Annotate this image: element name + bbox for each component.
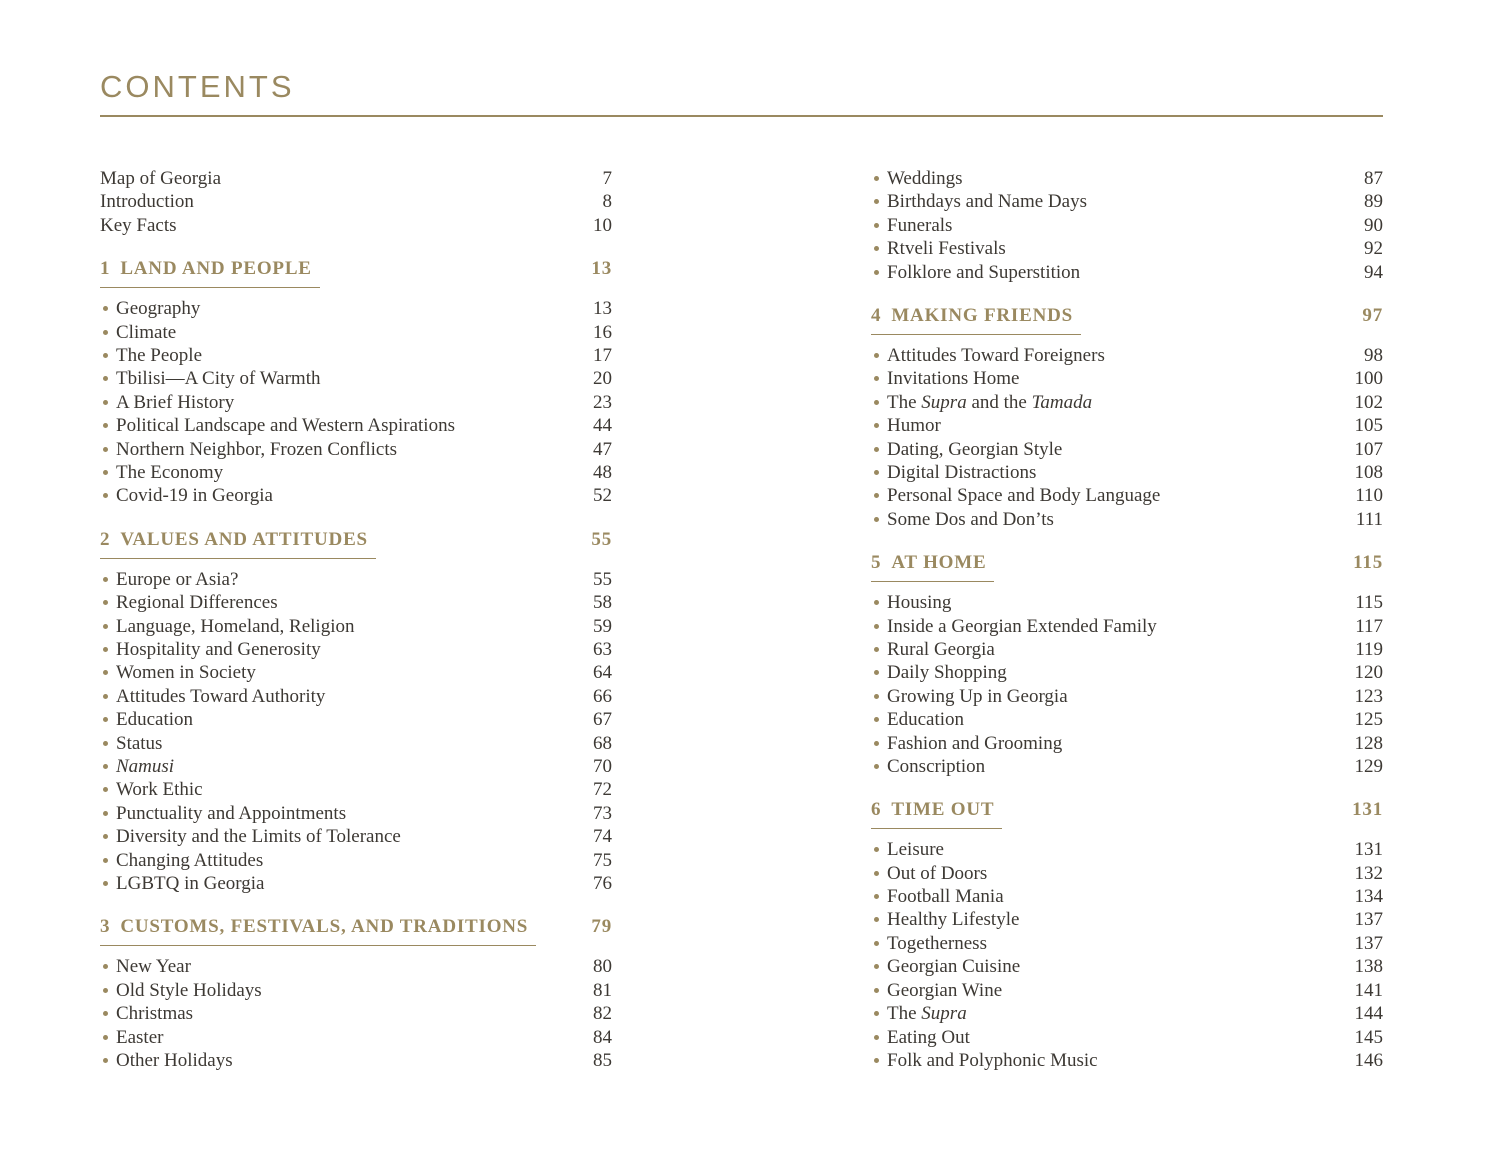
toc-entry-page: 48 <box>593 461 612 483</box>
toc-entry <box>100 849 612 872</box>
toc-column-right <box>871 167 1383 1072</box>
toc-section-heading <box>871 304 1383 335</box>
toc-entry <box>100 638 612 661</box>
toc-section-page: 55 <box>591 528 612 550</box>
toc-section-title <box>100 528 376 559</box>
toc-entry <box>100 955 612 978</box>
toc-entry <box>871 955 1383 978</box>
toc-entry <box>100 484 612 507</box>
toc-section-heading <box>871 798 1383 829</box>
toc-entry-page: 10 <box>593 214 612 236</box>
toc-entry <box>100 685 612 708</box>
toc-section-title <box>871 304 1081 335</box>
toc-entry-label: Covid-19 in Georgia <box>100 484 583 507</box>
toc-entry-label: Personal Space and Body Language <box>871 484 1345 507</box>
toc-entry-label: Leisure <box>871 838 1345 861</box>
toc-entry <box>871 708 1383 731</box>
toc-entry-page: 16 <box>593 321 612 343</box>
toc-section-items <box>100 955 612 1072</box>
toc-entry-page: 13 <box>593 298 612 320</box>
toc-entry-label: Language, Homeland, Religion <box>100 615 583 638</box>
toc-entry-page: 123 <box>1354 685 1383 707</box>
toc-entry <box>871 484 1383 507</box>
toc-entry-label: Christmas <box>100 1002 583 1025</box>
toc-entry-page: 75 <box>593 849 612 871</box>
toc-entry <box>871 838 1383 861</box>
toc-section <box>100 257 612 508</box>
toc-entry-label: Conscription <box>871 755 1345 778</box>
toc-entry <box>871 885 1383 908</box>
toc-entry-page: 58 <box>593 592 612 614</box>
toc-entry-page: 100 <box>1354 368 1383 390</box>
toc-entry <box>100 755 612 778</box>
toc-entry-page: 76 <box>593 872 612 894</box>
toc-entry <box>871 979 1383 1002</box>
toc-entry-page: 84 <box>593 1026 612 1048</box>
toc-section-number: 5 <box>871 552 882 574</box>
toc-entry <box>871 615 1383 638</box>
toc-entry-label: Northern Neighbor, Frozen Conflicts <box>100 438 583 461</box>
toc-entry <box>871 367 1383 390</box>
toc-entry <box>100 297 612 320</box>
toc-section-number: 2 <box>100 528 111 550</box>
toc-entry-page: 134 <box>1354 886 1383 908</box>
toc-entry-page: 67 <box>593 709 612 731</box>
toc-column-left <box>100 167 612 1072</box>
toc-entry-label: Tbilisi—A City of Warmth <box>100 367 583 390</box>
toc-entry-page: 82 <box>593 1003 612 1025</box>
toc-section-page: 115 <box>1353 552 1383 574</box>
toc-entry-label: Rtveli Festivals <box>871 237 1354 260</box>
toc-section-number: 4 <box>871 305 882 327</box>
toc-entry-label: Women in Society <box>100 661 583 684</box>
toc-section-number: 6 <box>871 799 882 821</box>
toc-section <box>871 551 1383 778</box>
toc-entry-page: 111 <box>1355 508 1383 530</box>
toc-entry-page: 137 <box>1354 909 1383 931</box>
toc-section-page: 79 <box>591 916 612 938</box>
toc-section-title-text: TIME OUT <box>891 799 995 821</box>
toc-entry <box>100 214 612 237</box>
toc-entry-label: Fashion and Grooming <box>871 732 1345 755</box>
toc-section-heading <box>871 551 1383 582</box>
toc-entry-label: Easter <box>100 1026 583 1049</box>
toc-entry-page: 64 <box>593 662 612 684</box>
toc-entry <box>100 778 612 801</box>
toc-section <box>871 798 1383 1072</box>
toc-entry-page: 8 <box>602 191 612 213</box>
toc-entry-label: Growing Up in Georgia <box>871 685 1345 708</box>
toc-section-title <box>871 798 1002 829</box>
toc-entry <box>100 979 612 1002</box>
toc-entry-label: Folklore and Superstition <box>871 261 1354 284</box>
toc-entry-label: The Economy <box>100 461 583 484</box>
toc-entry-label: Key Facts <box>100 214 177 236</box>
front-matter-group <box>100 167 612 237</box>
toc-entry-page: 137 <box>1354 932 1383 954</box>
toc-entry-page: 59 <box>593 615 612 637</box>
toc-entry-page: 128 <box>1354 732 1383 754</box>
toc-entry <box>871 1026 1383 1049</box>
toc-entry <box>100 825 612 848</box>
toc-entry-page: 119 <box>1355 638 1383 660</box>
toc-entry-label: Birthdays and Name Days <box>871 190 1354 213</box>
toc-section-items <box>100 568 612 896</box>
toc-entry <box>100 732 612 755</box>
toc-entry-page: 80 <box>593 956 612 978</box>
toc-entry-page: 145 <box>1354 1026 1383 1048</box>
toc-entry-label: Invitations Home <box>871 367 1345 390</box>
toc-entry-label: Political Landscape and Western Aspirations <box>100 414 583 437</box>
toc-section-number: 3 <box>100 916 111 938</box>
toc-columns <box>100 167 1383 1072</box>
toc-entry <box>871 344 1383 367</box>
toc-section-title-text: CUSTOMS, FESTIVALS, AND TRADITIONS <box>120 916 529 938</box>
toc-entry-page: 141 <box>1354 979 1383 1001</box>
toc-entry-label: Dating, Georgian Style <box>871 438 1345 461</box>
toc-entry <box>100 708 612 731</box>
toc-entry-label: Punctuality and Appointments <box>100 802 583 825</box>
toc-entry <box>871 932 1383 955</box>
toc-entry-page: 85 <box>593 1049 612 1071</box>
toc-entry-label: Education <box>871 708 1345 731</box>
toc-entry <box>100 190 612 213</box>
toc-entry <box>100 367 612 390</box>
toc-entry-page: 92 <box>1364 238 1383 260</box>
toc-entry-label: Attitudes Toward Authority <box>100 685 583 708</box>
toc-entry-page: 115 <box>1355 592 1383 614</box>
toc-entry-label: Eating Out <box>871 1026 1345 1049</box>
toc-entry-label: The People <box>100 344 583 367</box>
toc-entry <box>871 1002 1383 1025</box>
toc-entry-page: 55 <box>593 568 612 590</box>
toc-entry-page: 107 <box>1354 438 1383 460</box>
toc-entry-page: 47 <box>593 438 612 460</box>
toc-entry <box>871 732 1383 755</box>
toc-entry-label: Status <box>100 732 583 755</box>
toc-entry <box>100 1026 612 1049</box>
toc-entry-page: 52 <box>593 485 612 507</box>
toc-section-title <box>100 915 536 946</box>
toc-entry-page: 90 <box>1364 214 1383 236</box>
toc-section-items <box>100 297 612 508</box>
carryover-items-group <box>871 167 1383 284</box>
toc-entry-page: 89 <box>1364 191 1383 213</box>
toc-entry-page: 63 <box>593 638 612 660</box>
toc-entry <box>100 414 612 437</box>
toc-section-heading <box>100 257 612 288</box>
toc-entry <box>100 167 612 190</box>
toc-entry-page: 102 <box>1354 391 1383 413</box>
toc-section-title-text: AT HOME <box>891 552 987 574</box>
toc-entry <box>100 344 612 367</box>
toc-section-items <box>871 838 1383 1072</box>
page-title: CONTENTS <box>100 69 295 104</box>
toc-entry-label: Changing Attitudes <box>100 849 583 872</box>
toc-entry-label: Weddings <box>871 167 1354 190</box>
toc-entry-page: 68 <box>593 732 612 754</box>
toc-entry-label: Rural Georgia <box>871 638 1345 661</box>
toc-entry-page: 94 <box>1364 261 1383 283</box>
toc-entry <box>871 638 1383 661</box>
toc-section-heading <box>100 528 612 559</box>
toc-entry-page: 138 <box>1354 956 1383 978</box>
toc-entry <box>871 190 1383 213</box>
toc-entry <box>100 591 612 614</box>
toc-entry <box>871 661 1383 684</box>
toc-entry-page: 72 <box>593 779 612 801</box>
toc-entry-label: Football Mania <box>871 885 1345 908</box>
toc-entry-label: Namusi <box>100 755 583 778</box>
toc-entry-label: Healthy Lifestyle <box>871 908 1345 931</box>
toc-entry-label: Geography <box>100 297 583 320</box>
toc-entry <box>871 237 1383 260</box>
toc-entry-label: Work Ethic <box>100 778 583 801</box>
toc-section-items <box>871 344 1383 531</box>
toc-entry <box>100 1049 612 1072</box>
toc-entry <box>871 414 1383 437</box>
toc-section-page: 131 <box>1352 799 1383 821</box>
toc-entry-label: Georgian Cuisine <box>871 955 1345 978</box>
toc-entry-label: Old Style Holidays <box>100 979 583 1002</box>
toc-entry <box>100 802 612 825</box>
toc-entry-page: 129 <box>1354 755 1383 777</box>
toc-entry-label: Inside a Georgian Extended Family <box>871 615 1345 638</box>
toc-entry-page: 44 <box>593 415 612 437</box>
toc-entry <box>871 461 1383 484</box>
toc-section <box>871 304 1383 531</box>
toc-entry-page: 131 <box>1354 839 1383 861</box>
toc-section <box>100 528 612 896</box>
toc-entry <box>871 261 1383 284</box>
toc-entry-label: Funerals <box>871 214 1354 237</box>
toc-entry <box>100 615 612 638</box>
toc-entry <box>100 438 612 461</box>
toc-entry <box>100 391 612 414</box>
toc-entry <box>871 167 1383 190</box>
toc-entry-label: New Year <box>100 955 583 978</box>
toc-section-number: 1 <box>100 258 111 280</box>
toc-entry-label: Diversity and the Limits of Tolerance <box>100 825 583 848</box>
toc-entry-page: 98 <box>1364 344 1383 366</box>
toc-entry-label: Folk and Polyphonic Music <box>871 1049 1345 1072</box>
toc-entry-page: 81 <box>593 979 612 1001</box>
toc-entry <box>100 321 612 344</box>
toc-entry-page: 70 <box>593 755 612 777</box>
toc-entry-label: Other Holidays <box>100 1049 583 1072</box>
toc-entry-label: Some Dos and Don’ts <box>871 508 1346 531</box>
toc-entry-page: 7 <box>602 168 612 189</box>
toc-entry <box>871 755 1383 778</box>
toc-entry-label: Europe or Asia? <box>100 568 583 591</box>
toc-entry <box>100 872 612 895</box>
toc-section-title <box>100 257 320 288</box>
toc-entry-page: 132 <box>1354 862 1383 884</box>
toc-entry <box>871 391 1383 414</box>
toc-entry-page: 66 <box>593 685 612 707</box>
toc-section-items <box>871 591 1383 778</box>
toc-entry <box>100 1002 612 1025</box>
toc-entry-label: Map of Georgia <box>100 168 222 189</box>
toc-entry-page: 17 <box>593 344 612 366</box>
toc-section <box>100 915 612 1072</box>
toc-entry-page: 87 <box>1364 168 1383 189</box>
toc-section-title-text: VALUES AND ATTITUDES <box>120 528 368 550</box>
toc-entry-label: Georgian Wine <box>871 979 1345 1002</box>
toc-entry-page: 146 <box>1354 1049 1383 1071</box>
toc-entry-page: 74 <box>593 826 612 848</box>
toc-entry-label: Digital Distractions <box>871 461 1345 484</box>
title-rule <box>100 115 1383 117</box>
toc-entry <box>100 461 612 484</box>
toc-entry-page: 73 <box>593 802 612 824</box>
toc-entry <box>871 908 1383 931</box>
toc-entry <box>100 568 612 591</box>
toc-entry-label: Education <box>100 708 583 731</box>
toc-entry <box>871 862 1383 885</box>
toc-entry <box>871 438 1383 461</box>
toc-entry-page: 125 <box>1354 709 1383 731</box>
toc-entry-page: 105 <box>1354 415 1383 437</box>
toc-entry-label: Out of Doors <box>871 862 1345 885</box>
toc-section-page: 97 <box>1362 305 1383 327</box>
toc-entry-page: 144 <box>1354 1003 1383 1025</box>
toc-section-title-text: MAKING FRIENDS <box>891 305 1073 327</box>
toc-entry-label: Togetherness <box>871 932 1345 955</box>
toc-entry-label: Regional Differences <box>100 591 583 614</box>
toc-entry-page: 120 <box>1354 662 1383 684</box>
toc-entry-label: A Brief History <box>100 391 583 414</box>
toc-entry-page: 23 <box>593 391 612 413</box>
toc-entry-label: LGBTQ in Georgia <box>100 872 583 895</box>
toc-entry-page: 117 <box>1355 615 1383 637</box>
toc-entry-label: Hospitality and Generosity <box>100 638 583 661</box>
toc-entry-page: 108 <box>1354 461 1383 483</box>
toc-entry-label: Daily Shopping <box>871 661 1345 684</box>
toc-section-heading <box>100 915 612 946</box>
toc-entry-label: Housing <box>871 591 1345 614</box>
toc-entry-label: Climate <box>100 321 583 344</box>
toc-entry-page: 20 <box>593 368 612 390</box>
toc-entry <box>871 508 1383 531</box>
toc-entry-label: The Supra <box>871 1002 1345 1025</box>
toc-section-title <box>871 551 994 582</box>
toc-entry-label: Humor <box>871 414 1345 437</box>
toc-entry-page: 110 <box>1355 485 1383 507</box>
toc-entry-label: Attitudes Toward Foreigners <box>871 344 1354 367</box>
toc-entry <box>871 685 1383 708</box>
toc-section-page: 13 <box>591 258 612 280</box>
toc-entry <box>871 214 1383 237</box>
toc-entry <box>100 661 612 684</box>
toc-entry <box>871 1049 1383 1072</box>
toc-section-title-text: LAND AND PEOPLE <box>120 258 312 280</box>
toc-entry <box>871 591 1383 614</box>
toc-entry-label: Introduction <box>100 191 194 213</box>
toc-entry-label: The Supra and the Tamada <box>871 391 1345 414</box>
